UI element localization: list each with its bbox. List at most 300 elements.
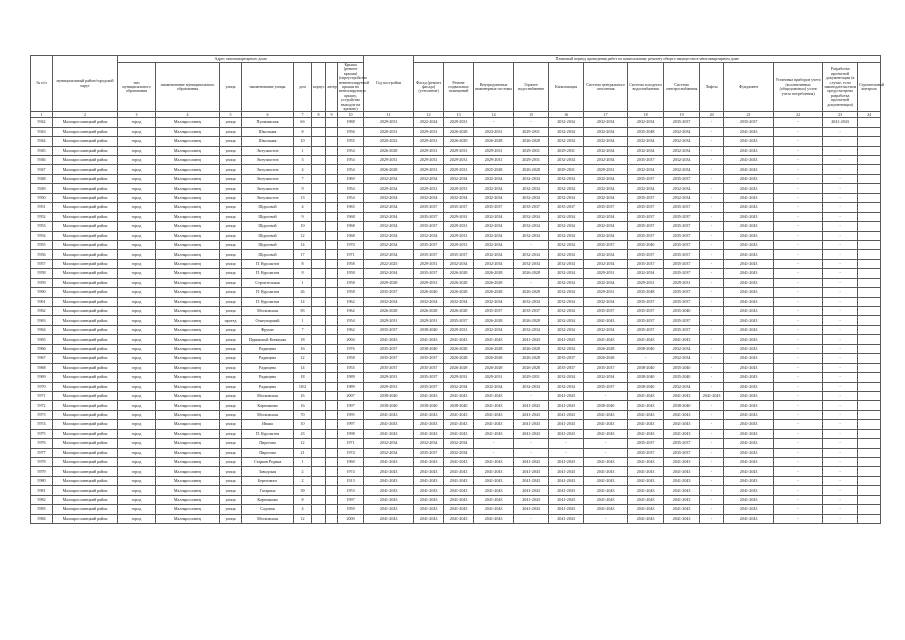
empty-cell	[312, 354, 326, 363]
table-cell: 2041-2043	[724, 307, 774, 316]
empty-cell	[858, 250, 881, 259]
empty-cell	[312, 401, 326, 410]
empty-cell	[326, 250, 338, 259]
table-cell: Малоярославец	[156, 344, 220, 353]
table-cell: 5976	[31, 439, 53, 448]
empty-cell	[858, 222, 881, 231]
table-row	[31, 259, 881, 268]
table-cell: улица	[220, 240, 242, 249]
table-cell: Радищева	[242, 382, 294, 391]
table-cell: Радищева	[242, 354, 294, 363]
table-cell: 2000	[338, 514, 364, 523]
table-cell: 1974	[338, 467, 364, 476]
col-year-header: Год постройки	[364, 56, 414, 112]
table-cell: Малоярославец	[156, 476, 220, 485]
table-cell: Малоярославец	[156, 118, 220, 127]
empty-cell	[326, 184, 338, 193]
table-cell: 1954	[338, 165, 364, 174]
table-cell: 2038-2040	[628, 382, 664, 391]
column-number: 4	[156, 112, 220, 118]
column-number: 13	[444, 112, 474, 118]
table-cell: -	[774, 514, 823, 523]
table-cell: 2041-2043	[628, 514, 664, 523]
table-cell: 2032-2034	[584, 373, 628, 382]
table-cell: Огнеупорный	[242, 316, 294, 325]
table-cell: -	[774, 307, 823, 316]
table-cell: П. Курсантов	[242, 429, 294, 438]
table-cell: 5950	[31, 193, 53, 202]
table-cell: 2032-2034	[584, 297, 628, 306]
table-cell: город	[118, 363, 156, 372]
table-cell: 2029-2031	[584, 165, 628, 174]
column-number: 12	[414, 112, 444, 118]
table-cell: 2032-2034	[584, 193, 628, 202]
table-cell: Радищева	[242, 363, 294, 372]
table-cell: 5972	[31, 401, 53, 410]
table-row	[31, 514, 881, 523]
table-cell: 2032-2034	[514, 259, 549, 268]
table-cell: 2026-2028	[474, 278, 514, 287]
table-cell: -	[700, 307, 724, 316]
table-cell: 2032-2034	[414, 439, 444, 448]
empty-cell	[312, 118, 326, 127]
empty-cell	[858, 439, 881, 448]
table-row	[31, 325, 881, 334]
table-cell: улица	[220, 269, 242, 278]
empty-cell	[326, 174, 338, 183]
table-cell: 2032-2034	[549, 137, 584, 146]
empty-cell	[312, 467, 326, 476]
table-cell: 2020-2022	[364, 137, 414, 146]
table-cell: 2026-2028	[474, 354, 514, 363]
table-cell: 2025-2028	[474, 165, 514, 174]
table-cell: Малоярославецкий район	[53, 467, 118, 476]
table-cell: -	[774, 476, 823, 485]
table-cell: Ивана	[242, 420, 294, 429]
table-cell: город	[118, 278, 156, 287]
table-cell: 2032-2034	[584, 250, 628, 259]
table-cell: 1997	[338, 495, 364, 504]
table-cell: -	[774, 146, 823, 155]
table-cell: город	[118, 137, 156, 146]
table-cell: Малоярославец	[156, 486, 220, 495]
table-cell: 2032-2034	[584, 127, 628, 136]
col-district-header: муниципальный район/городской округ	[53, 56, 118, 112]
table-cell: -	[823, 382, 858, 391]
empty-cell	[858, 269, 881, 278]
table-cell: 2041-2043	[724, 476, 774, 485]
table-cell: 5958	[31, 269, 53, 278]
table-cell: Малоярославецкий район	[53, 420, 118, 429]
table-cell: 2041-2043	[514, 420, 549, 429]
table-cell: 2038-2040	[364, 391, 414, 400]
table-cell: Малоярославец	[156, 259, 220, 268]
empty-cell	[858, 118, 881, 127]
table-cell: -	[584, 514, 628, 523]
table-cell: 2041-2043	[444, 429, 474, 438]
table-cell: Малоярославецкий район	[53, 193, 118, 202]
table-cell: 2041-2043	[474, 505, 514, 514]
table-cell: 2041-2043	[584, 495, 628, 504]
empty-cell	[326, 193, 338, 202]
table-cell: 1956	[338, 127, 364, 136]
table-row	[31, 495, 881, 504]
table-cell: -	[700, 203, 724, 212]
table-cell: Школьная	[242, 137, 294, 146]
empty-cell	[326, 401, 338, 410]
table-row	[31, 146, 881, 155]
table-cell: 1955	[338, 137, 364, 146]
table-cell: 1965	[338, 203, 364, 212]
table-cell: 2035-2037	[414, 250, 444, 259]
empty-cell	[326, 259, 338, 268]
table-cell: -	[700, 165, 724, 174]
table-cell: Энтузиастов	[242, 165, 294, 174]
table-cell: -	[774, 212, 823, 221]
empty-cell	[312, 297, 326, 306]
table-cell: 1958	[338, 259, 364, 268]
table-cell: 2041-2043	[724, 146, 774, 155]
column-number: 11	[364, 112, 414, 118]
table-cell: 1	[294, 458, 312, 467]
table-cell: 2032-2034	[584, 259, 628, 268]
table-cell: город	[118, 259, 156, 268]
table-cell: город	[118, 420, 156, 429]
table-cell: 2	[294, 476, 312, 485]
table-cell: 2035-2048	[628, 127, 664, 136]
table-cell: Малоярославецкий район	[53, 439, 118, 448]
table-cell: 2032-2034	[549, 382, 584, 391]
col-street-header: наименование улицы	[242, 63, 294, 112]
table-cell: 2032-2034	[364, 231, 414, 240]
table-cell: 2035-2037	[414, 212, 444, 221]
table-cell: 2026-2028	[514, 354, 549, 363]
table-cell: -	[823, 429, 858, 438]
table-cell: 5980	[31, 476, 53, 485]
table-cell: -	[700, 297, 724, 306]
table-cell: -	[774, 193, 823, 202]
table-cell: 1954	[338, 156, 364, 165]
table-cell: 1954	[338, 184, 364, 193]
table-cell: 2029-2028	[364, 278, 414, 287]
table-cell: 8	[294, 269, 312, 278]
table-cell: 2032-2034	[549, 184, 584, 193]
table-row	[31, 278, 881, 287]
table-cell: 2041-2043	[628, 401, 664, 410]
table-cell: 2041-2043	[444, 391, 474, 400]
table-cell: 2032-2034	[549, 193, 584, 202]
table-cell: город	[118, 325, 156, 334]
table-cell: -	[774, 137, 823, 146]
table-cell: 2041-2043	[514, 467, 549, 476]
table-cell: 2041-2043	[628, 458, 664, 467]
table-cell: Малоярославецкий район	[53, 174, 118, 183]
empty-cell	[858, 344, 881, 353]
table-cell: 2038-2040	[414, 325, 444, 334]
table-cell: 2041-2043	[724, 420, 774, 429]
table-cell: 2041-2043	[414, 476, 444, 485]
table-cell: Малоярославец	[156, 458, 220, 467]
table-cell: Гагарина	[242, 486, 294, 495]
table-cell: город	[118, 495, 156, 504]
table-cell: -	[823, 269, 858, 278]
table-cell: 2041-2043	[514, 505, 549, 514]
table-cell: город	[118, 448, 156, 457]
table-cell: 2035-2037	[414, 354, 444, 363]
table-cell: -	[823, 307, 858, 316]
column-number: 6	[242, 112, 294, 118]
table-cell: 2026-2028	[444, 307, 474, 316]
table-cell: 5959	[31, 278, 53, 287]
table-cell: 2035-2037	[628, 193, 664, 202]
empty-cell	[312, 344, 326, 353]
table-cell: Малоярославецкий район	[53, 118, 118, 127]
table-row	[31, 240, 881, 249]
empty-cell	[858, 382, 881, 391]
table-cell: -	[823, 420, 858, 429]
table-cell: 2041-2043	[364, 335, 414, 344]
table-cell: -	[700, 127, 724, 136]
table-cell: 12	[294, 231, 312, 240]
table-cell: 2035-2037	[664, 439, 700, 448]
table-cell: улица	[220, 278, 242, 287]
table-cell: 2041-2043	[724, 269, 774, 278]
empty-cell	[326, 316, 338, 325]
table-cell: -	[823, 505, 858, 514]
empty-cell	[326, 476, 338, 485]
table-cell: 2041-2043	[364, 476, 414, 485]
table-row	[31, 354, 881, 363]
table-cell: 1976	[338, 344, 364, 353]
table-cell: 2035-2037	[664, 259, 700, 268]
table-cell: -	[823, 410, 858, 419]
table-cell: 2041-2043	[724, 203, 774, 212]
table-cell: 2041-2043	[628, 495, 664, 504]
table-cell: 2026-2040	[414, 288, 444, 297]
table-cell: Малоярославец	[156, 278, 220, 287]
table-cell: -	[774, 335, 823, 344]
table-cell: 1953	[338, 486, 364, 495]
table-cell: 5969	[31, 373, 53, 382]
empty-cell	[312, 259, 326, 268]
table-cell: улица	[220, 344, 242, 353]
table-cell: 2041-2043	[664, 495, 700, 504]
table-cell: -	[823, 297, 858, 306]
table-cell: 5965	[31, 335, 53, 344]
table-cell: -	[823, 146, 858, 155]
table-cell: 2041-2043	[549, 467, 584, 476]
table-cell: 2038-2040	[414, 401, 444, 410]
table-cell: Энтузиастов	[242, 193, 294, 202]
table-cell: улица	[220, 505, 242, 514]
empty-cell	[312, 231, 326, 240]
table-cell: 2032-2034	[474, 259, 514, 268]
table-cell: 2035-2037	[628, 448, 664, 457]
table-cell: 2041-2043	[474, 467, 514, 476]
table-cell: Малоярославец	[156, 335, 220, 344]
table-cell: 2041-2043	[724, 486, 774, 495]
table-cell: 1968	[338, 212, 364, 221]
empty-cell	[312, 212, 326, 221]
table-cell: 2032-2034	[444, 382, 474, 391]
table-cell: 2041-2043	[628, 505, 664, 514]
table-cell: Малоярославецкий район	[53, 184, 118, 193]
table-cell: 2032-2034	[514, 231, 549, 240]
table-cell: улица	[220, 373, 242, 382]
table-cell: 2032-2034	[584, 118, 628, 127]
table-cell: Малоярославец	[156, 354, 220, 363]
table-cell: 2041-2043	[474, 476, 514, 485]
table-cell: 2041-2043	[549, 420, 584, 429]
table-cell: 10	[294, 420, 312, 429]
table-cell: Щорсовой	[242, 240, 294, 249]
table-body	[31, 118, 881, 524]
table-cell: 2041-2043	[514, 429, 549, 438]
table-cell: 18	[294, 373, 312, 382]
table-cell: 2035-2037	[584, 307, 628, 316]
table-cell: 2032-2034	[664, 146, 700, 155]
table-cell: 1954	[338, 146, 364, 155]
table-cell: город	[118, 514, 156, 523]
table-cell: 2041-2043	[474, 335, 514, 344]
table-cell: Малоярославец	[156, 410, 220, 419]
table-cell: -	[774, 382, 823, 391]
table-cell: Малоярославец	[156, 448, 220, 457]
table-row	[31, 505, 881, 514]
table-cell: 8	[294, 495, 312, 504]
table-cell: Малоярославец	[156, 382, 220, 391]
table-cell: -	[774, 354, 823, 363]
table-cell: 2041-2043	[664, 505, 700, 514]
table-cell: 2026-2028	[444, 344, 474, 353]
table-cell: город	[118, 458, 156, 467]
table-cell: 2035-2037	[584, 382, 628, 391]
table-cell: 2041-2043	[474, 391, 514, 400]
table-cell: 3	[294, 156, 312, 165]
table-cell: 2029-2031	[628, 278, 664, 287]
table-cell: 2041-2043	[584, 316, 628, 325]
empty-cell	[312, 410, 326, 419]
table-cell: 2038-2040	[628, 363, 664, 372]
empty-cell	[326, 429, 338, 438]
col-construction-control-header: Строительный контроль	[858, 63, 881, 112]
table-cell: улица	[220, 467, 242, 476]
table-cell: 1988	[338, 118, 364, 127]
table-cell: 2029-2031	[514, 373, 549, 382]
table-cell: -	[823, 448, 858, 457]
table-cell: 2041-2043	[724, 505, 774, 514]
table-cell: -	[823, 325, 858, 334]
empty-cell	[312, 269, 326, 278]
table-cell: 2023-2031	[474, 127, 514, 136]
table-cell: 2035-2037	[584, 240, 628, 249]
table-cell: -	[700, 335, 724, 344]
table-cell: 5977	[31, 448, 53, 457]
table-cell: 4	[294, 165, 312, 174]
table-cell: -	[584, 391, 628, 400]
table-cell: 4	[294, 505, 312, 514]
empty-cell	[312, 514, 326, 523]
table-cell: -	[774, 269, 823, 278]
table-cell: 2041-2043	[474, 401, 514, 410]
table-cell: 2041-2043	[724, 467, 774, 476]
table-cell: -	[514, 514, 549, 523]
table-cell: 2007	[338, 391, 364, 400]
table-cell: -	[774, 344, 823, 353]
empty-cell	[312, 373, 326, 382]
table-cell: -	[700, 467, 724, 476]
table-cell: 2041-2043	[549, 476, 584, 485]
table-cell: -	[774, 288, 823, 297]
table-cell: 2041-2043	[444, 495, 474, 504]
table-cell: 2041-2043	[724, 458, 774, 467]
table-cell: 2041-2043	[584, 458, 628, 467]
empty-cell	[326, 354, 338, 363]
empty-cell	[312, 448, 326, 457]
table-cell: -	[823, 231, 858, 240]
empty-cell	[326, 495, 338, 504]
table-cell: Щорсовой	[242, 231, 294, 240]
empty-cell	[312, 146, 326, 155]
table-cell: Малоярославецкий район	[53, 382, 118, 391]
empty-cell	[858, 354, 881, 363]
table-cell: 2029-2031	[514, 156, 549, 165]
table-cell: 2026-2028	[474, 288, 514, 297]
table-cell: 2035-2037	[514, 203, 549, 212]
table-cell: 2032-2034	[514, 184, 549, 193]
table-cell: 2035-2037	[628, 325, 664, 334]
table-cell: 2041-2043	[514, 476, 549, 485]
table-cell: Малоярославецкий район	[53, 212, 118, 221]
table-cell: 2026-2028	[514, 137, 549, 146]
table-cell: 2032-2034	[549, 344, 584, 353]
table-cell: город	[118, 231, 156, 240]
table-cell: 2041-2043	[549, 458, 584, 467]
empty-cell	[858, 137, 881, 146]
table-cell: 9	[294, 212, 312, 221]
table-cell: улица	[220, 165, 242, 174]
table-cell: 2029-2031	[444, 222, 474, 231]
table-cell: Энтузиастов	[242, 174, 294, 183]
table-cell: 14	[294, 363, 312, 372]
table-row	[31, 401, 881, 410]
table-cell: Малоярославецкий район	[53, 297, 118, 306]
table-cell: улица	[220, 429, 242, 438]
table-cell: -	[774, 401, 823, 410]
empty-cell	[858, 429, 881, 438]
table-cell: 2032-2034	[414, 297, 444, 306]
empty-cell	[858, 391, 881, 400]
empty-cell	[312, 316, 326, 325]
table-cell: 5947	[31, 165, 53, 174]
table-cell: 5984	[31, 514, 53, 523]
table-cell: 2041-2043	[724, 439, 774, 448]
column-number: 15	[514, 112, 549, 118]
table-cell: -	[700, 137, 724, 146]
table-cell: 2035-2037	[414, 373, 444, 382]
table-cell: Малоярославецкий район	[53, 137, 118, 146]
table-cell: 2032-2034	[514, 212, 549, 221]
column-number: 21	[724, 112, 774, 118]
table-cell: -	[823, 514, 858, 523]
table-cell: 2041-2043	[584, 505, 628, 514]
table-cell: 2041-2043	[414, 486, 444, 495]
table-cell: -	[823, 288, 858, 297]
empty-cell	[858, 278, 881, 287]
empty-cell	[326, 278, 338, 287]
table-cell: Малоярославец	[156, 373, 220, 382]
table-cell: -	[823, 316, 858, 325]
